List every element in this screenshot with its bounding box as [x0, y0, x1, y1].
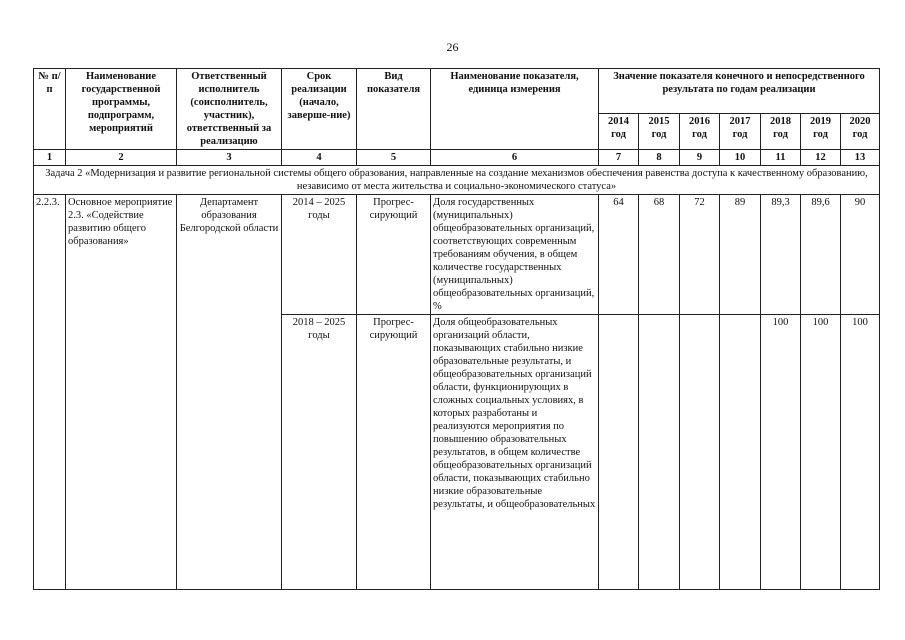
header-year: 2015 год — [639, 114, 680, 150]
value-cell: 100 — [801, 315, 841, 590]
header-values-group: Значение показателя конечного и непосредственного результата по годам реализации — [599, 69, 880, 114]
column-number: 7 — [599, 150, 639, 166]
header-year: 2016 год — [680, 114, 720, 150]
column-number: 10 — [720, 150, 761, 166]
column-number: 2 — [66, 150, 177, 166]
header-row — [34, 69, 880, 114]
header-indicator-kind: Вид показателя — [357, 69, 431, 150]
page-number: 26 — [446, 40, 459, 54]
header-executor: Ответственный исполнитель (соисполнитель, участник), ответственный за реализацию — [177, 69, 282, 150]
item-name: Основное мероприятие 2.3. «Содействие развитию общего образования» — [66, 195, 177, 590]
value-cell: 89,6 — [801, 195, 841, 315]
item-number: 2.2.3. — [34, 195, 66, 590]
column-number: 9 — [680, 150, 720, 166]
table-row — [34, 195, 880, 315]
value-cell — [720, 315, 761, 590]
item-indicator-kind: Прогрес-сирующий — [357, 315, 431, 590]
header-program-name: Наименование государственной программы, подпрограмм, мероприятий — [66, 69, 177, 150]
column-number: 8 — [639, 150, 680, 166]
column-number: 3 — [177, 150, 282, 166]
item-indicator-name: Доля общеобразовательных организаций области, показывающих стабильно низкие образовательные результаты, и общеобразовательных организаций области, функционирующих в сложных социальных условиях, в которых разработаны и реализуются мероприятия по повышению образовательных результатов, в общем количестве общеобразовательных организаций области, показывающих стабильно низкие образовательные результаты, и общеобразовательных — [431, 315, 599, 590]
value-cell — [680, 315, 720, 590]
column-number: 5 — [357, 150, 431, 166]
column-number: 1 — [34, 150, 66, 166]
header-year: 2017 год — [720, 114, 761, 150]
header-year: 2014 год — [599, 114, 639, 150]
header-number: № п/п — [34, 69, 66, 150]
column-number-row — [34, 150, 880, 166]
column-number: 6 — [431, 150, 599, 166]
value-cell — [639, 315, 680, 590]
value-cell: 89 — [720, 195, 761, 315]
value-cell: 64 — [599, 195, 639, 315]
task-row — [34, 166, 880, 195]
item-period: 2014 – 2025 годы — [282, 195, 357, 315]
item-executor: Департамент образования Белгородской области — [177, 195, 282, 590]
header-indicator-name: Наименование показателя, единица измерения — [431, 69, 599, 150]
header-year: 2019 год — [801, 114, 841, 150]
value-cell — [599, 315, 639, 590]
column-number: 4 — [282, 150, 357, 166]
value-cell: 90 — [841, 195, 880, 315]
value-cell: 100 — [761, 315, 801, 590]
task-title: Задача 2 «Модернизация и развитие региональной системы общего образования, направленные на создание механизмов обеспечения равенства доступа к качественному образованию, независимо от места жительства и социально-экономического статуса» — [34, 166, 880, 195]
column-number: 13 — [841, 150, 880, 166]
value-cell: 89,3 — [761, 195, 801, 315]
value-cell: 68 — [639, 195, 680, 315]
value-cell: 100 — [841, 315, 880, 590]
header-year: 2018 год — [761, 114, 801, 150]
column-number: 11 — [761, 150, 801, 166]
value-cell: 72 — [680, 195, 720, 315]
header-period: Срок реализации (начало, заверше-ние) — [282, 69, 357, 150]
header-year: 2020 год — [841, 114, 880, 150]
item-indicator-kind: Прогрес-сирующий — [357, 195, 431, 315]
item-indicator-name: Доля государственных (муниципальных) общеобразовательных организаций, соответствующих современным требованиям обучения, в общем количестве государственных (муниципальных) общеобразовательных организаций, % — [431, 195, 599, 315]
column-number: 12 — [801, 150, 841, 166]
item-period: 2018 – 2025 годы — [282, 315, 357, 590]
indicators-table — [33, 68, 880, 590]
